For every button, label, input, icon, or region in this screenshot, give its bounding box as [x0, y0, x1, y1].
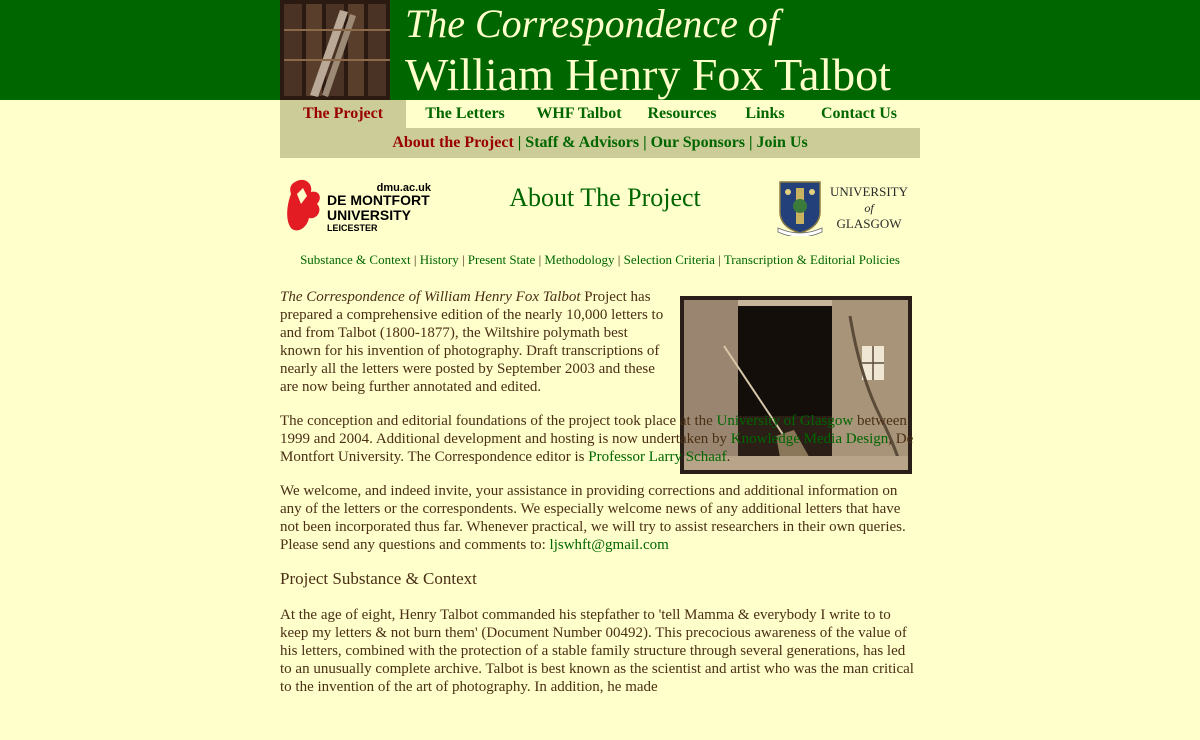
- link-selection-criteria[interactable]: Selection Criteria: [623, 252, 715, 267]
- project-title-italic: The Correspondence of William Henry Fox Talbot: [280, 289, 581, 305]
- tab-the-project[interactable]: The Project: [280, 100, 406, 128]
- glasgow-line2: of: [864, 201, 874, 215]
- separator: |: [410, 252, 420, 267]
- separator: |: [517, 134, 526, 151]
- email-link[interactable]: ljswhft@gmail.com: [549, 537, 669, 553]
- welcome-paragraph: [280, 482, 920, 554]
- intro-text: Project has prepared a comprehensive edition of the nearly 10,000 letters to and from Talbot (1800-1877), the Wiltshire polymath best known for his invention of photography. Draft transcriptions of nearly all the letters were posted by September 2003 and these are now being further annotated and edited.: [280, 289, 664, 395]
- separator: |: [714, 252, 724, 267]
- link-substance-context[interactable]: Substance & Context: [300, 252, 411, 267]
- site-header: [280, 0, 920, 100]
- link-methodology[interactable]: Methodology: [544, 252, 615, 267]
- subtab-join-us[interactable]: Join Us: [756, 134, 808, 151]
- link-university-of-glasgow[interactable]: University of Glasgow: [716, 413, 854, 429]
- link-knowledge-media-design[interactable]: Knowledge Media Design: [730, 431, 889, 447]
- p2-text-d: .: [726, 449, 731, 465]
- foundations-paragraph: [280, 412, 920, 466]
- dmu-logo[interactable]: [285, 174, 435, 238]
- dmu-line2: UNIVERSITY: [327, 207, 412, 223]
- separator: |: [643, 134, 651, 151]
- glasgow-line1: UNIVERSITY: [830, 184, 908, 199]
- site-title-line1: The Correspondence of: [405, 1, 780, 46]
- books-photo: [280, 0, 390, 100]
- subtab-about-the-project[interactable]: About the Project: [392, 134, 514, 151]
- dmu-line1: DE MONTFORT: [327, 192, 430, 208]
- dmu-url: dmu.ac.uk: [376, 182, 431, 194]
- glasgow-logo[interactable]: [776, 178, 916, 236]
- p2-text-b: between 1999 and 2004. Additional development and hosting is now undertaken by: [280, 413, 907, 447]
- link-transcription-policies[interactable]: Transcription & Editorial Policies: [723, 252, 900, 267]
- main-content: [280, 288, 920, 712]
- sub-nav: [280, 128, 920, 158]
- separator: |: [614, 252, 624, 267]
- main-nav: [280, 100, 920, 128]
- intro-paragraph: [280, 288, 670, 396]
- link-present-state[interactable]: Present State: [467, 252, 536, 267]
- site-title-line2: William Henry Fox Talbot: [405, 49, 891, 100]
- p2-text-a: The conception and editorial foundations of the project took place at the: [280, 413, 717, 429]
- separator: |: [458, 252, 468, 267]
- link-history[interactable]: History: [419, 252, 459, 267]
- section-nav: [280, 252, 920, 268]
- page-title: About The Project: [509, 183, 701, 212]
- tab-resources[interactable]: Resources: [647, 105, 717, 122]
- p2-text-c: , De Montfort University. The Correspondence editor is: [280, 431, 914, 465]
- tab-links[interactable]: Links: [745, 105, 785, 122]
- substance-paragraph: At the age of eight, Henry Talbot commanded his stepfather to 'tell Mamma & everybody I write to to keep my letters & not burn them' (Document Number 00492). This precocious awareness of the value of his letters, combined with the protection of a stable family structure through several generations, has led to an unusually complete archive. Talbot is best known as the scientist and artist who was the man critical to the invention of the art of photography. In addition, he made: [280, 607, 914, 695]
- separator: |: [535, 252, 545, 267]
- link-professor-larry-schaaf[interactable]: Professor Larry Schaaf: [588, 449, 727, 465]
- section-heading: Project Substance & Context: [280, 569, 477, 588]
- tab-contact-us[interactable]: Contact Us: [821, 105, 897, 122]
- tab-whf-talbot[interactable]: WHF Talbot: [536, 105, 622, 122]
- dmu-line3: LEICESTER: [327, 223, 378, 233]
- tab-the-letters[interactable]: The Letters: [425, 105, 505, 122]
- separator: |: [749, 134, 757, 151]
- p3-text: We welcome, and indeed invite, your assistance in providing corrections and additional information on any of the letters or the correspondents. We especially welcome news of any additional letters that have not been incorporated thus far. Whenever practical, we will try to assist researchers in their own queries. Please send any questions and comments to:: [280, 483, 906, 553]
- glasgow-line3: GLASGOW: [836, 216, 902, 231]
- subtab-staff-advisors[interactable]: Staff & Advisors: [525, 134, 640, 151]
- subtab-our-sponsors[interactable]: Our Sponsors: [650, 134, 746, 151]
